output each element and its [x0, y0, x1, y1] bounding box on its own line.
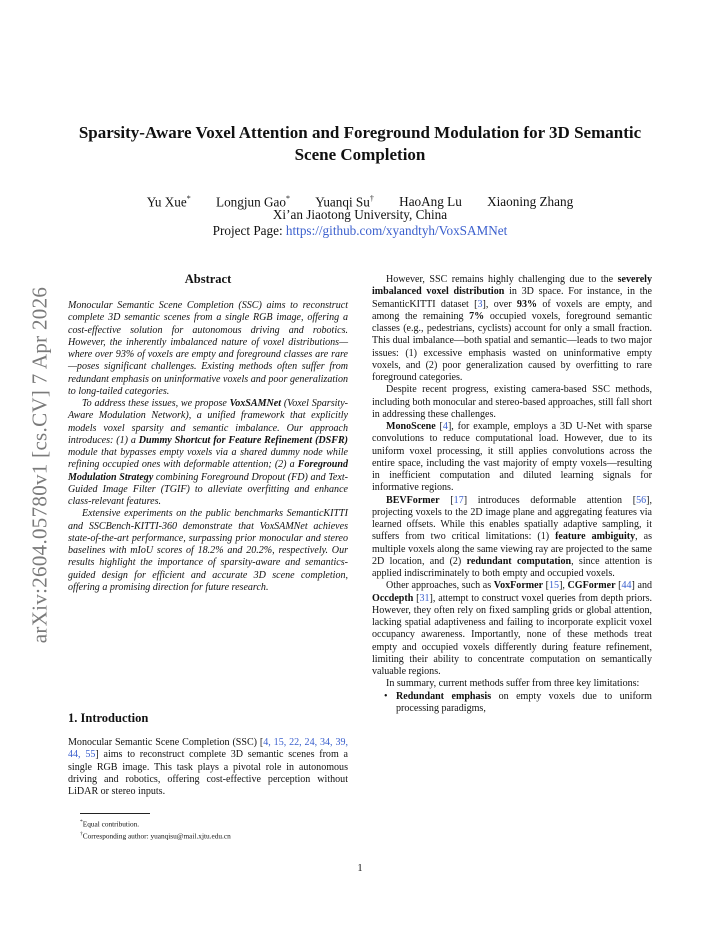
footnotes [80, 817, 231, 842]
body-paragraph: MonoScene [4], for example, employs a 3D U-Net with sparse convolutions to reduce computational load. However, due to its uniform voxel processing, it still applies convolutions across the entire space, including the vast majority of empty voxels—resulting in inefficient computation and diluted learning signals for informative regions. [372, 421, 652, 494]
limitations-list [372, 691, 652, 716]
paper-title: Sparsity-Aware Voxel Attention and Foreground Modulation for 3D Semantic Scene Completion [78, 123, 642, 164]
body-paragraph: In summary, current methods suffer from three key limitations: [386, 678, 640, 690]
page-number: 1 [357, 863, 363, 874]
abstract-paragraph: To address these issues, we propose VoxSAMNet (Voxel Sparsity-Aware Modulation Network), a unified framework that explicitly models voxel sparsity and semantic imbalance. Our approach introduces: (1) a Dummy Shortcut for Feature Refinement (DSFR) module that bypasses empty voxels via a shared dummy node while refining occupied ones with deformable attention; (2) a Foreground Modulation Strategy combining Foreground Dropout (FD) and Text-Guided Image Filter (TGIF) to alleviate overfitting and enhance class-relevant features. [68, 398, 349, 507]
citation-link[interactable]: 56 [636, 494, 647, 506]
project-page: Project Page: https://github.com/xyandtyh/VoxSAMNet [212, 223, 508, 238]
abstract-paragraph: Extensive experiments on the public benchmarks SemanticKITTI and SSCBench-KITTI-360 demonstrate that VoxSAMNet achieves state-of-the-art performance, surpassing prior monocular and stereo baselines with mIoU scores of 18.2% and 20.2%, respectively. Our results highlight the importance of sparsity-aware and semantics-guided design for efficient and accurate 3D scene completion, offering a promising direction for future research. [68, 508, 348, 593]
footnote-corresponding: †Corresponding author: yuanqisu@mail.xjtu.edu.cn [80, 831, 231, 841]
citation-link[interactable]: 31 [419, 592, 430, 604]
citation-link[interactable]: 3 [477, 298, 483, 310]
citation-link[interactable]: 15 [549, 580, 560, 592]
footnote-equal: *Equal contribution. [80, 819, 140, 829]
citation-link[interactable]: 44 [621, 580, 632, 592]
list-item: • Redundant emphasis on empty voxels due to uniform processing paradigms, [384, 690, 652, 714]
intro-body [68, 737, 348, 798]
citation-link[interactable]: 4 [442, 421, 448, 432]
body-paragraph: However, SSC remains highly challenging due to the severely imbalanced voxel distribution in 3D space. For instance, in the SemanticKITTI dataset [3], over 93% of voxels are empty, and among the remaining 7% occupied voxels, foreground semantic classes (e.g., pedestrians, cyclists) account for only a small fraction. This dual imbalance—both spatial and semantic—leads to two major issues: (1) excessive emphasis wasted on uninformative empty voxels, and (2) poor generalization caused by overfitting to rare foreground categories. [372, 274, 653, 383]
author: Yuanqi Su† [315, 194, 374, 210]
abstract-paragraph: Monocular Semantic Scene Completion (SSC) aims to reconstruct complete 3D semantic scenes from a single RGB image, offering a cost-effective solution for autonomous driving and robotics. However, the inherently imbalanced nature of voxel distributions—where over 93% of voxels are empty and foreground classes are rare—poses significant challenges. Existing methods often suffer from redundant emphasis on uninformative voxels and poor generalization to long-tailed categories. [68, 300, 348, 397]
right-column-body [372, 274, 652, 715]
author: HaoAng Lu [399, 194, 462, 210]
citation-link[interactable]: 17 [453, 494, 464, 506]
affiliation: Xi’an Jiaotong University, China [272, 207, 448, 222]
author: Xiaoning Zhang [487, 194, 574, 210]
author: Yu Xue* [146, 194, 191, 210]
body-paragraph: Other approaches, such as VoxFormer [15], CGFormer [44] and Occdepth [31], attempt to construct voxel queries from depth priors. However, they often rely on fixed sampling grids or global attention, lacking spatial adaptiveness and failing to incorporate explicit voxel occupancy awareness. Importantly, none of these methods treat empty and occupied voxels differently during feature refinement, limiting their ability to concentrate computation on semantically valuable regions. [372, 580, 653, 677]
abstract-body [68, 300, 348, 594]
arxiv-stamp: arXiv:2604.05780v1 [cs.CV] 7 Apr 2026 [27, 286, 52, 644]
citation-link[interactable]: 4, 15, 22, 24, 34, 39, 44, 55 [68, 737, 349, 761]
abstract-heading: Abstract [184, 272, 232, 286]
section-heading: 1. Introduction [68, 711, 149, 725]
body-paragraph: Despite recent progress, existing camera-based SSC methods, including both monocular and stereo-based approaches, still fall short in addressing these challenges. [372, 384, 652, 420]
bullet-icon: • [384, 690, 388, 702]
author: Longjun Gao* [216, 194, 290, 210]
body-paragraph: BEVFormer [17] introduces deformable attention [56], projecting voxels to the 2D image plane and aggregating features via learned offsets. While this enables spatially adaptive sampling, it suffers from two critical limitations: (1) feature ambiguity, as multiple voxels along the same viewing ray are projected to the same 2D location, and (2) redundant computation, since attention is applied indiscriminately to both empty and occupied voxels. [372, 494, 653, 579]
footnote-rule [80, 813, 150, 814]
intro-paragraph: Monocular Semantic Scene Completion (SSC) [4, 15, 22, 24, 34, 39, 44, 55] aims to reconstruct complete 3D semantic scenes from a single RGB image. This task plays a pivotal role in autonomous driving and robotics, offering cost-effective perception without LiDAR or stereo inputs. [68, 737, 349, 797]
project-link[interactable]: https://github.com/xyandtyh/VoxSAMNet [285, 223, 508, 238]
